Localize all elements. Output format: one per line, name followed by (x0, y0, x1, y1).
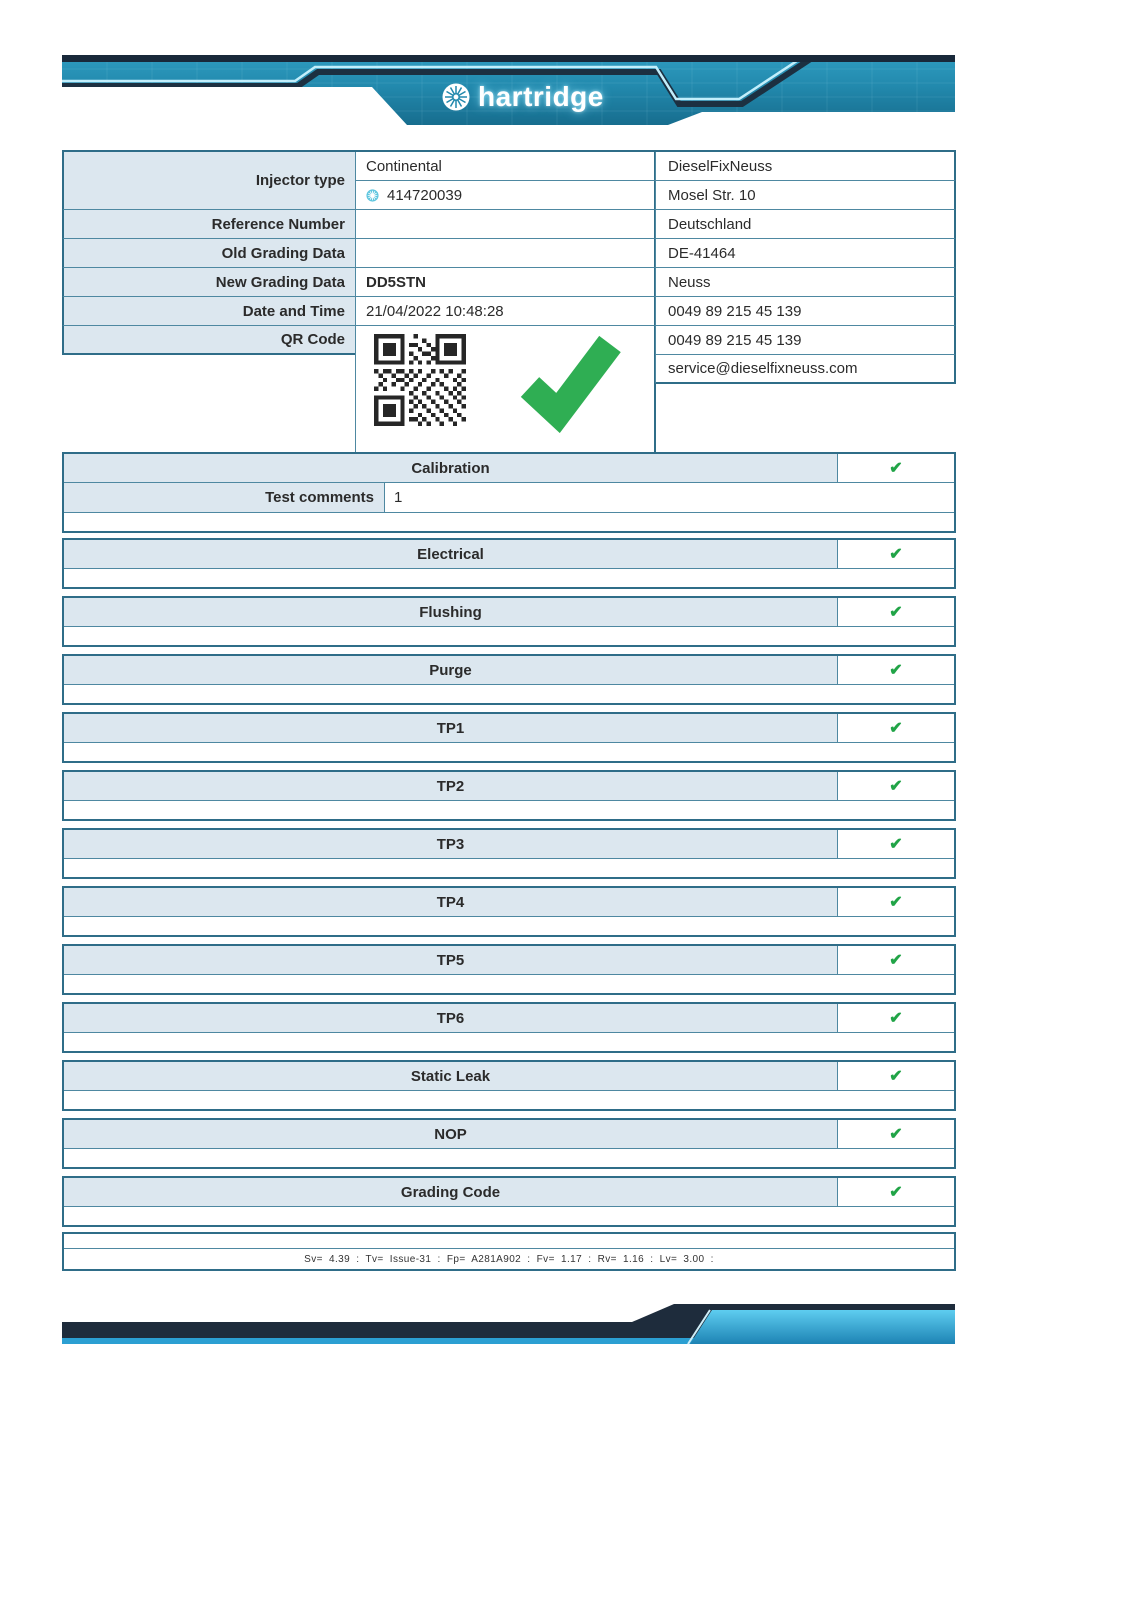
section-static-leak (62, 1060, 956, 1111)
section-tp4 (62, 886, 956, 937)
section-label: TP1 (64, 714, 837, 742)
section-tp2 (62, 770, 956, 821)
customer-row: DE-41464 (655, 239, 956, 268)
qr-code-cell (355, 326, 656, 454)
spacer-row (64, 626, 954, 645)
wheel-icon (441, 82, 471, 112)
section-label: Purge (64, 656, 837, 684)
old-grading-label: Old Grading Data (62, 239, 355, 268)
reference-number-label: Reference Number (62, 210, 355, 239)
section-label: Electrical (64, 540, 837, 568)
customer-row: Deutschland (655, 210, 956, 239)
spacer-row (64, 1206, 954, 1225)
spacer-row (64, 512, 954, 531)
date-time-label: Date and Time (62, 297, 355, 326)
customer-row: 0049 89 215 45 139 (655, 297, 956, 326)
part-number-value: 414720039 (387, 186, 463, 204)
mini-wheel-icon (366, 189, 379, 202)
spacer-row (64, 1234, 954, 1248)
section-calibration (62, 452, 956, 533)
qr-pass-check-icon (514, 331, 622, 433)
section-label: TP2 (64, 772, 837, 800)
section-label: TP3 (64, 830, 837, 858)
section-label: Static Leak (64, 1062, 837, 1090)
part-number-cell (355, 181, 656, 210)
section-tp3 (62, 828, 956, 879)
manufacturer-value: Continental (366, 157, 442, 175)
section-purge (62, 654, 956, 705)
version-line: Sv= 4.39 : Tv= Issue-31 : Fp= A281A902 : Fv= 1.17 : Rv= 1.16 : Lv= 3.00 : (64, 1248, 954, 1269)
section-grading-code (62, 1176, 956, 1227)
customer-row: Mosel Str. 10 (655, 181, 956, 210)
check-icon: ✔ (837, 830, 954, 858)
spacer-row (64, 1090, 954, 1109)
section-label: Calibration (64, 454, 837, 482)
section-label: TP6 (64, 1004, 837, 1032)
check-icon: ✔ (837, 598, 954, 626)
spacer-row (64, 858, 954, 877)
test-comments-row (64, 482, 954, 512)
check-icon: ✔ (837, 714, 954, 742)
section-tp1 (62, 712, 956, 763)
section-label: Flushing (64, 598, 837, 626)
check-icon: ✔ (837, 772, 954, 800)
check-icon: ✔ (837, 1120, 954, 1148)
check-icon: ✔ (837, 1178, 954, 1206)
section-tp5 (62, 944, 956, 995)
section-label: TP5 (64, 946, 837, 974)
section-label: NOP (64, 1120, 837, 1148)
section-label: Grading Code (64, 1178, 837, 1206)
check-icon: ✔ (837, 540, 954, 568)
reference-number-value (355, 210, 656, 239)
new-grading-label: New Grading Data (62, 268, 355, 297)
qr-code-label: QR Code (62, 326, 355, 355)
section-flushing (62, 596, 956, 647)
check-icon: ✔ (837, 1062, 954, 1090)
check-icon: ✔ (837, 1004, 954, 1032)
check-icon: ✔ (837, 888, 954, 916)
check-icon: ✔ (837, 656, 954, 684)
section-label: TP4 (64, 888, 837, 916)
customer-row: Neuss (655, 268, 956, 297)
customer-row: service@dieselfixneuss.com (655, 355, 956, 384)
customer-row: DieselFixNeuss (655, 152, 956, 181)
spacer-row (64, 742, 954, 761)
brand-name: hartridge (478, 81, 604, 112)
injector-type-label: Injector type (62, 152, 355, 210)
customer-info-table (655, 150, 956, 384)
spacer-row (64, 800, 954, 819)
bottom-banner (62, 1298, 955, 1346)
qr-code-image (374, 334, 466, 426)
new-grading-value: DD5STN (355, 268, 656, 297)
spacer-row (64, 1032, 954, 1051)
manufacturer-cell (355, 152, 656, 181)
test-comments-value: 1 (394, 489, 403, 506)
injector-info-table (62, 150, 656, 454)
brand-logo (441, 81, 604, 113)
old-grading-value (355, 239, 656, 268)
footer-version-bar (62, 1232, 956, 1271)
section-tp6 (62, 1002, 956, 1053)
spacer-row (64, 916, 954, 935)
section-nop (62, 1118, 956, 1169)
spacer-row (64, 568, 954, 587)
spacer-row (64, 1148, 954, 1167)
check-icon: ✔ (837, 946, 954, 974)
spacer-row (64, 974, 954, 993)
check-icon: ✔ (837, 454, 954, 482)
date-time-value: 21/04/2022 10:48:28 (355, 297, 656, 326)
spacer-row (64, 684, 954, 703)
section-electrical (62, 538, 956, 589)
test-comments-label: Test comments (64, 483, 385, 512)
customer-row: 0049 89 215 45 139 (655, 326, 956, 355)
